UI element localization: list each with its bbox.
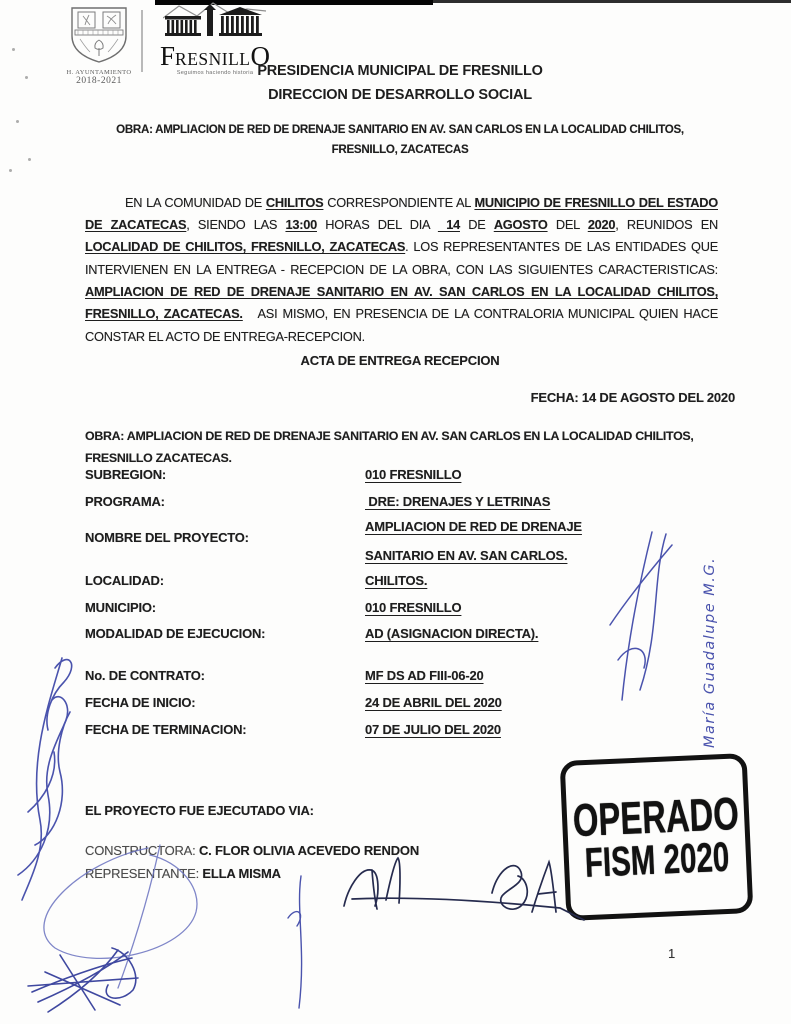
representative-name: ELLA MISMA xyxy=(202,866,281,881)
field-value-municipio: 010 FRESNILLO xyxy=(365,600,462,615)
obra-banner-line2: FRESNILLO, ZACATECAS xyxy=(331,143,469,156)
header-titles xyxy=(85,59,715,107)
intro-text: CORRESPONDIENTE AL xyxy=(323,194,475,210)
obra-banner-line1: OBRA: AMPLIACION DE RED DE DRENAJE SANITARIO EN AV. SAN CARLOS EN LA LOCALIDAD CHILITOS, xyxy=(116,123,684,136)
header-title-line1: PRESIDENCIA MUNICIPAL DE FRESNILLO xyxy=(257,63,543,79)
field-label-subregion: SUBREGION: xyxy=(85,467,167,482)
obra-detail xyxy=(85,426,718,469)
field-label-fecha-inicio: FECHA DE INICIO: xyxy=(85,695,196,710)
intro-emphasis-anio: 2020 xyxy=(587,217,616,233)
intro-paragraph xyxy=(85,192,718,348)
intro-emphasis-dia: 14 xyxy=(437,217,460,233)
fecha-line: FECHA: 14 DE AGOSTO DEL 2020 xyxy=(530,390,735,405)
obra-detail-line2: FRESNILLO ZACATECAS. xyxy=(85,450,232,465)
field-label-nombre-proyecto: NOMBRE DEL PROYECTO: xyxy=(85,530,249,545)
signature-left-margin xyxy=(18,658,72,900)
operado-fism-stamp xyxy=(560,753,754,921)
field-value-fecha-inicio: 24 DE ABRIL DEL 2020 xyxy=(365,695,502,710)
stamp-line1: OPERADO xyxy=(571,787,740,846)
scan-speckle xyxy=(28,158,31,161)
intro-text: , REUNIDOS EN xyxy=(615,217,718,233)
obra-banner xyxy=(100,120,700,160)
scan-speckle xyxy=(16,120,19,123)
scan-speckle xyxy=(25,76,28,79)
city-skyline-icon xyxy=(163,2,267,40)
acta-title: ACTA DE ENTREGA RECEPCION xyxy=(300,353,500,368)
intro-text: . LOS REPRESENTANTES DE LAS ENTIDADES QUE INTERVIENEN EN LA ENTREGA - RECEPCION DE LA OBRA, CON LAS SIGUIENTES CARACTERISTICAS: xyxy=(85,239,718,277)
contractor-line xyxy=(85,843,419,858)
field-value-localidad: CHILITOS. xyxy=(365,573,428,588)
header-title-line2: DIRECCION DE DESARROLLO SOCIAL xyxy=(268,87,532,103)
field-label-programa: PROGRAMA: xyxy=(85,494,165,509)
field-label-localidad: LOCALIDAD: xyxy=(85,573,164,588)
field-value-modalidad: AD (ASIGNACION DIRECTA). xyxy=(365,626,539,641)
scan-speckle xyxy=(9,169,12,172)
handwritten-vertical-note: María Guadalupe M.G. xyxy=(702,556,718,748)
intro-text: HORAS DEL DIA xyxy=(316,217,438,233)
field-label-modalidad: MODALIDAD DE EJECUCION: xyxy=(85,626,266,641)
obra-detail-line1: OBRA: AMPLIACION DE RED DE DRENAJE SANITARIO EN AV. SAN CARLOS EN LA LOCALIDAD CHILITOS, xyxy=(85,429,694,443)
intro-emphasis-hora: 13:00 xyxy=(285,217,317,233)
intro-emphasis-localidad: LOCALIDAD DE CHILITOS, FRESNILLO, ZACATECAS xyxy=(85,239,406,255)
intro-emphasis-municipio: MUNICIPIO DE FRESNILLO DEL ESTADO DE ZACATECAS xyxy=(85,194,718,233)
intro-emphasis-community: CHILITOS xyxy=(265,194,324,210)
page-number: 1 xyxy=(668,946,676,961)
field-label-municipio: MUNICIPIO: xyxy=(85,600,156,615)
field-value-subregion: 010 FRESNILLO xyxy=(365,467,462,482)
intro-text: EN LA COMUNIDAD DE xyxy=(125,194,266,210)
crest-caption-line1: H. AYUNTAMIENTO xyxy=(66,69,132,76)
logo-letters-mid: RESNILL xyxy=(175,49,251,69)
signature-dark-center xyxy=(344,858,584,920)
field-value-nombre-proyecto-line2: SANITARIO EN AV. SAN CARLOS. xyxy=(365,548,568,563)
logo-letter-f: F xyxy=(160,41,176,71)
signature-stroke-center xyxy=(288,876,302,1008)
intro-text: DEL xyxy=(547,217,588,233)
intro-emphasis-obra: AMPLIACION DE RED DE DRENAJE SANITARIO EN AV. SAN CARLOS EN LA LOCALIDAD CHILITOS, FRESNILLO, ZACATECAS. xyxy=(85,283,718,322)
signature-right-margin xyxy=(610,532,672,700)
logo-tagline: Seguimos haciendo historia xyxy=(176,70,254,76)
scan-speckle xyxy=(12,48,15,51)
intro-emphasis-mes: AGOSTO xyxy=(493,217,548,233)
field-value-programa: DRE: DRENAJES Y LETRINAS xyxy=(365,494,551,509)
scan-artifact-top-line-2 xyxy=(433,0,791,3)
field-label-fecha-terminacion: FECHA DE TERMINACION: xyxy=(85,722,247,737)
crest-shield-icon xyxy=(66,6,132,64)
signature-scribble-bottom-left xyxy=(28,948,138,1012)
representative-line xyxy=(85,866,281,881)
execution-heading: EL PROYECTO FUE EJECUTADO VIA: xyxy=(85,803,314,818)
representative-label: REPRESENTANTE: xyxy=(85,866,199,881)
intro-text: ASI MISMO, EN PRESENCIA DE LA CONTRALORIA MUNICIPAL QUIEN HACE CONSTAR EL ACTO DE ENTREGA-RECEPCION. xyxy=(85,306,718,344)
crest-caption-line2: 2018-2021 xyxy=(76,76,122,87)
contractor-label: CONSTRUCTORA: xyxy=(85,843,196,858)
field-value-nombre-proyecto-line1: AMPLIACION DE RED DE DRENAJE xyxy=(365,519,582,534)
contractor-name: C. FLOR OLIVIA ACEVEDO RENDON xyxy=(198,843,420,858)
field-label-contrato: No. DE CONTRATO: xyxy=(85,668,205,683)
intro-text: DE xyxy=(459,217,494,233)
field-value-contrato: MF DS AD FIII-06-20 xyxy=(365,668,484,683)
stamp-line2: FISM 2020 xyxy=(584,832,731,886)
field-value-fecha-terminacion: 07 DE JULIO DEL 2020 xyxy=(365,722,501,737)
logo-letter-o: O xyxy=(250,41,270,71)
intro-text: , SIENDO LAS xyxy=(186,217,286,233)
